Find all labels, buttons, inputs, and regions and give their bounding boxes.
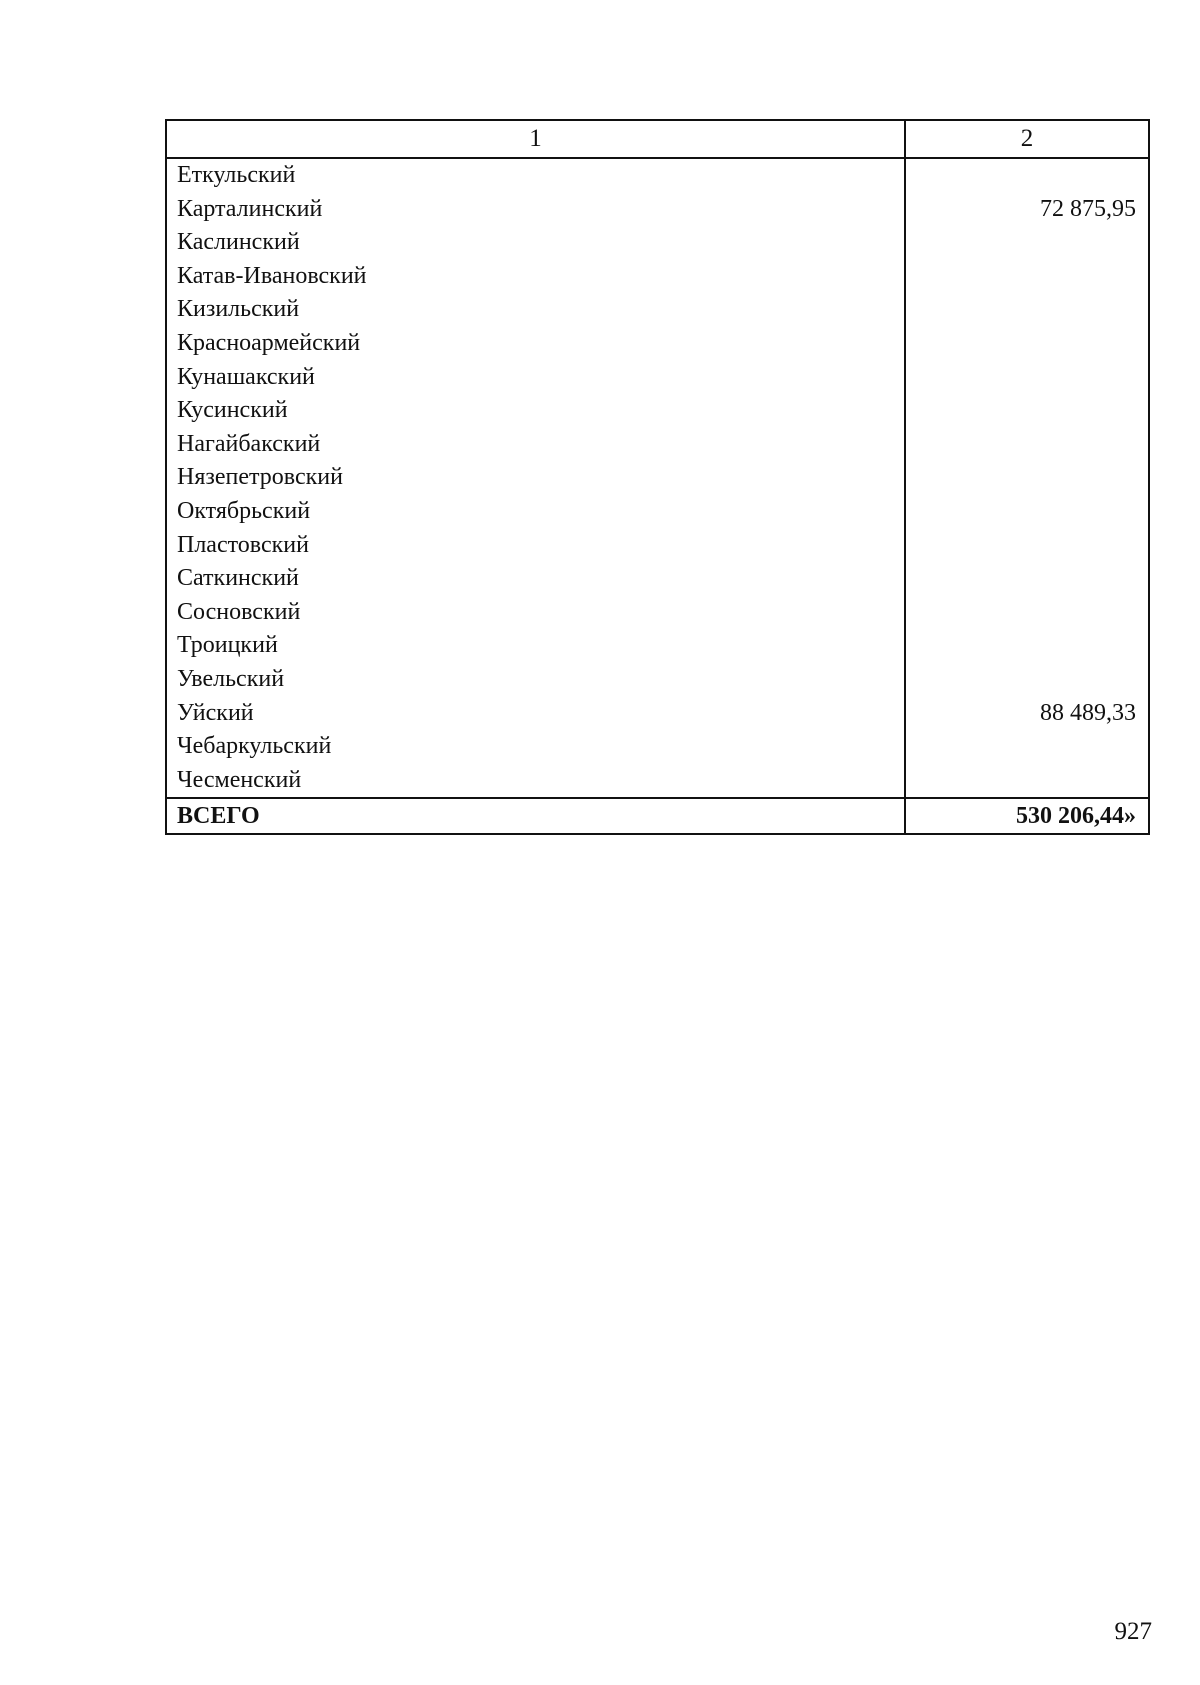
district-value — [905, 495, 1149, 529]
district-value — [905, 428, 1149, 462]
district-value — [905, 764, 1149, 799]
page-number: 927 — [1114, 1618, 1152, 1645]
district-name: Увельский — [166, 663, 905, 697]
table-row — [166, 697, 1149, 731]
district-name: Пластовский — [166, 529, 905, 563]
district-value — [905, 293, 1149, 327]
district-name: Октябрьский — [166, 495, 905, 529]
table-row — [166, 226, 1149, 260]
table-header-row — [166, 120, 1149, 158]
district-name: Катав-Ивановский — [166, 260, 905, 294]
district-name: Чебаркульский — [166, 730, 905, 764]
table-row — [166, 663, 1149, 697]
district-value — [905, 394, 1149, 428]
district-value — [905, 260, 1149, 294]
district-name: Нагайбакский — [166, 428, 905, 462]
district-name: Кизильский — [166, 293, 905, 327]
district-value — [905, 730, 1149, 764]
table-row — [166, 260, 1149, 294]
district-value — [905, 663, 1149, 697]
table-row — [166, 629, 1149, 663]
total-row — [166, 798, 1149, 834]
district-value — [905, 596, 1149, 630]
table-row — [166, 764, 1149, 799]
table-row — [166, 730, 1149, 764]
column-header-1: 1 — [166, 120, 905, 158]
table-row — [166, 495, 1149, 529]
table-row — [166, 193, 1149, 227]
table-row — [166, 361, 1149, 395]
district-name: Кунашакский — [166, 361, 905, 395]
district-name: Каслинский — [166, 226, 905, 260]
district-value — [905, 226, 1149, 260]
district-name: Красноармейский — [166, 327, 905, 361]
district-value — [905, 361, 1149, 395]
table-row — [166, 327, 1149, 361]
table-row — [166, 562, 1149, 596]
district-name: Нязепетровский — [166, 461, 905, 495]
district-value — [905, 529, 1149, 563]
district-table — [165, 119, 1150, 835]
total-value: 530 206,44» — [905, 798, 1149, 834]
district-name: Саткинский — [166, 562, 905, 596]
district-name: Троицкий — [166, 629, 905, 663]
district-value — [905, 461, 1149, 495]
district-name: Уйский — [166, 697, 905, 731]
total-label: ВСЕГО — [166, 798, 905, 834]
district-value — [905, 158, 1149, 193]
district-name: Сосновский — [166, 596, 905, 630]
district-value: 88 489,33 — [905, 697, 1149, 731]
district-name: Чесменский — [166, 764, 905, 799]
district-name: Карталинский — [166, 193, 905, 227]
district-value: 72 875,95 — [905, 193, 1149, 227]
column-header-2: 2 — [905, 120, 1149, 158]
table-row — [166, 293, 1149, 327]
table-row — [166, 596, 1149, 630]
district-name: Кусинский — [166, 394, 905, 428]
table-body — [166, 158, 1149, 834]
table-row — [166, 428, 1149, 462]
table-row — [166, 461, 1149, 495]
district-value — [905, 562, 1149, 596]
district-name: Еткульский — [166, 158, 905, 193]
table-row — [166, 394, 1149, 428]
district-value — [905, 629, 1149, 663]
table-row — [166, 529, 1149, 563]
district-value — [905, 327, 1149, 361]
table-row — [166, 158, 1149, 193]
